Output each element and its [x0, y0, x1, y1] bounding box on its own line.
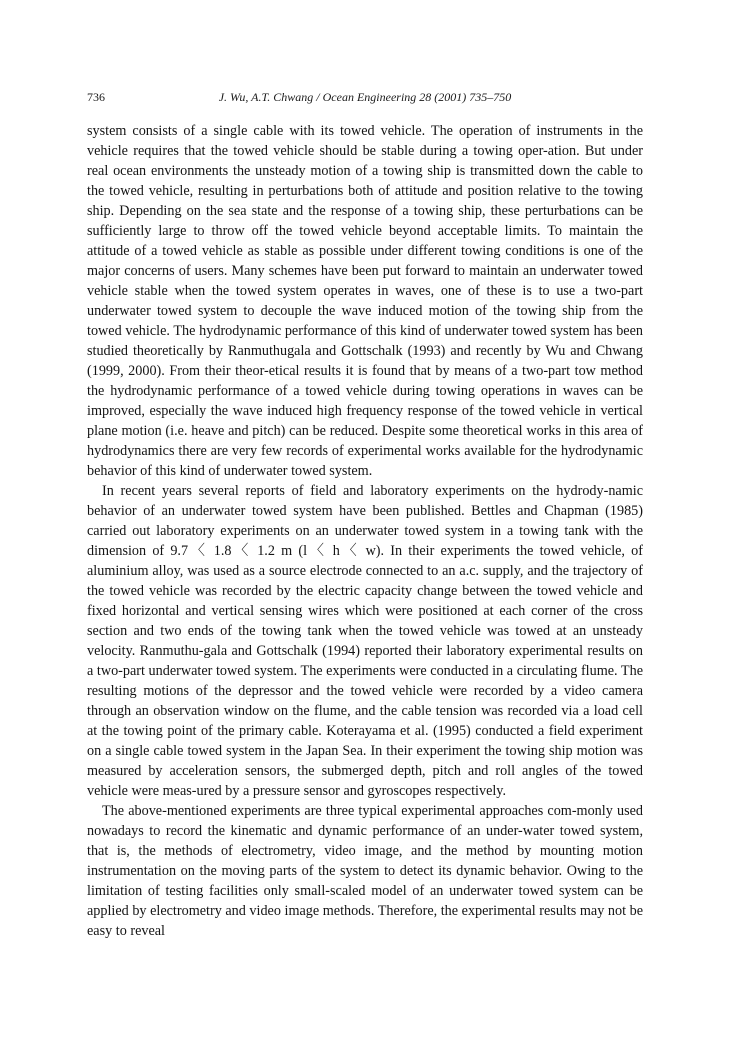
page-header: [87, 90, 643, 110]
paragraph-continuation: system consists of a single cable with its towed vehicle. The operation of instruments in the vehicle requires that the towed vehicle should be stable during a towing oper-ation. But under real ocean environments the unsteady motion of a towing ship is transmitted down the cable to the towed vehicle, resulting in perturbations both of attitude and position relative to the towing ship. Depending on the sea state and the response of a towing ship, these perturbations can be sufficiently large to throw off the towed vehicle beyond acceptable limits. To maintain the attitude of a towed vehicle as stable as possible under different towing conditions is one of the major concerns of users. Many schemes have been put forward to maintain an underwater towed vehicle stable when the towed system operates in waves, one of these is to use a two-part underwater towed system to decouple the wave induced motion of the towing ship from the towed vehicle. The hydrodynamic performance of this kind of underwater towed system has been studied theoretically by Ranmuthugala and Gottschalk (1993) and recently by Wu and Chwang (1999, 2000). From their theor-etical results it is found that by means of a two-part tow method the hydrodynamic performance of a towed vehicle during towing operations in waves can be improved, especially the wave induced high frequency response of the towed vehicle in vertical plane motion (i.e. heave and pitch) can be reduced. Despite some theoretical works in this area of hydrodynamics there are very few records of experimental works available for the hydrodynamic behavior of this kind of underwater towed system.: [87, 123, 643, 479]
paragraph-experimental-approaches: The above-mentioned experiments are three typical experimental approaches com-monly used nowadays to record the kinematic and dynamic performance of an under-water towed system, that is, the methods of electrometry, video image, and the method by mounting motion instrumentation on the moving parts of the system to detect its dynamic behavior. Owing to the limitation of testing facilities only small-scaled model of an underwater towed system can be applied by electrometry and video image methods. Therefore, the experimental results may not be easy to reveal: [87, 803, 643, 939]
running-head: J. Wu, A.T. Chwang / Ocean Engineering 28 (2001) 735–750: [218, 90, 512, 104]
paragraph-previous-experiments: In recent years several reports of field and laboratory experiments on the hydrody-namic behavior of an underwater towed system have been published. Bettles and Chapman (1985) carried out laboratory experiments on an underwater towed system in a towing tank with the dimension of 9.7〈 1.8〈 1.2 m (l〈 h〈 w). In their experiments the towed vehicle, of aluminium alloy, was used as a source electrode connected to an a.c. supply, and the trajectory of the towed vehicle was recorded by the electric capacity change between the towed vehicle and fixed horizontal and vertical sensing wires which were positioned at each corner of the cross section and two ends of the towing tank when the towed vehicle was towed at an unsteady velocity. Ranmuthu-gala and Gottschalk (1994) reported their laboratory experimental results on a two-part underwater towed system. The experiments were conducted in a circulating flume. The resulting motions of the depressor and the towed vehicle were recorded by a video camera through an observation window on the flume, and the cable tension was recorded via a load cell at the towing point of the primary cable. Koterayama et al. (1995) conducted a field experiment on a single cable towed system in the Japan Sea. In their experiment the towing ship motion was measured by acceleration sensors, the submerged depth, pitch and roll angles of the towed vehicle were meas-ured by a pressure sensor and gyroscopes respectively.: [87, 483, 643, 799]
page-number: 736: [87, 90, 105, 104]
body-text: [87, 121, 643, 941]
